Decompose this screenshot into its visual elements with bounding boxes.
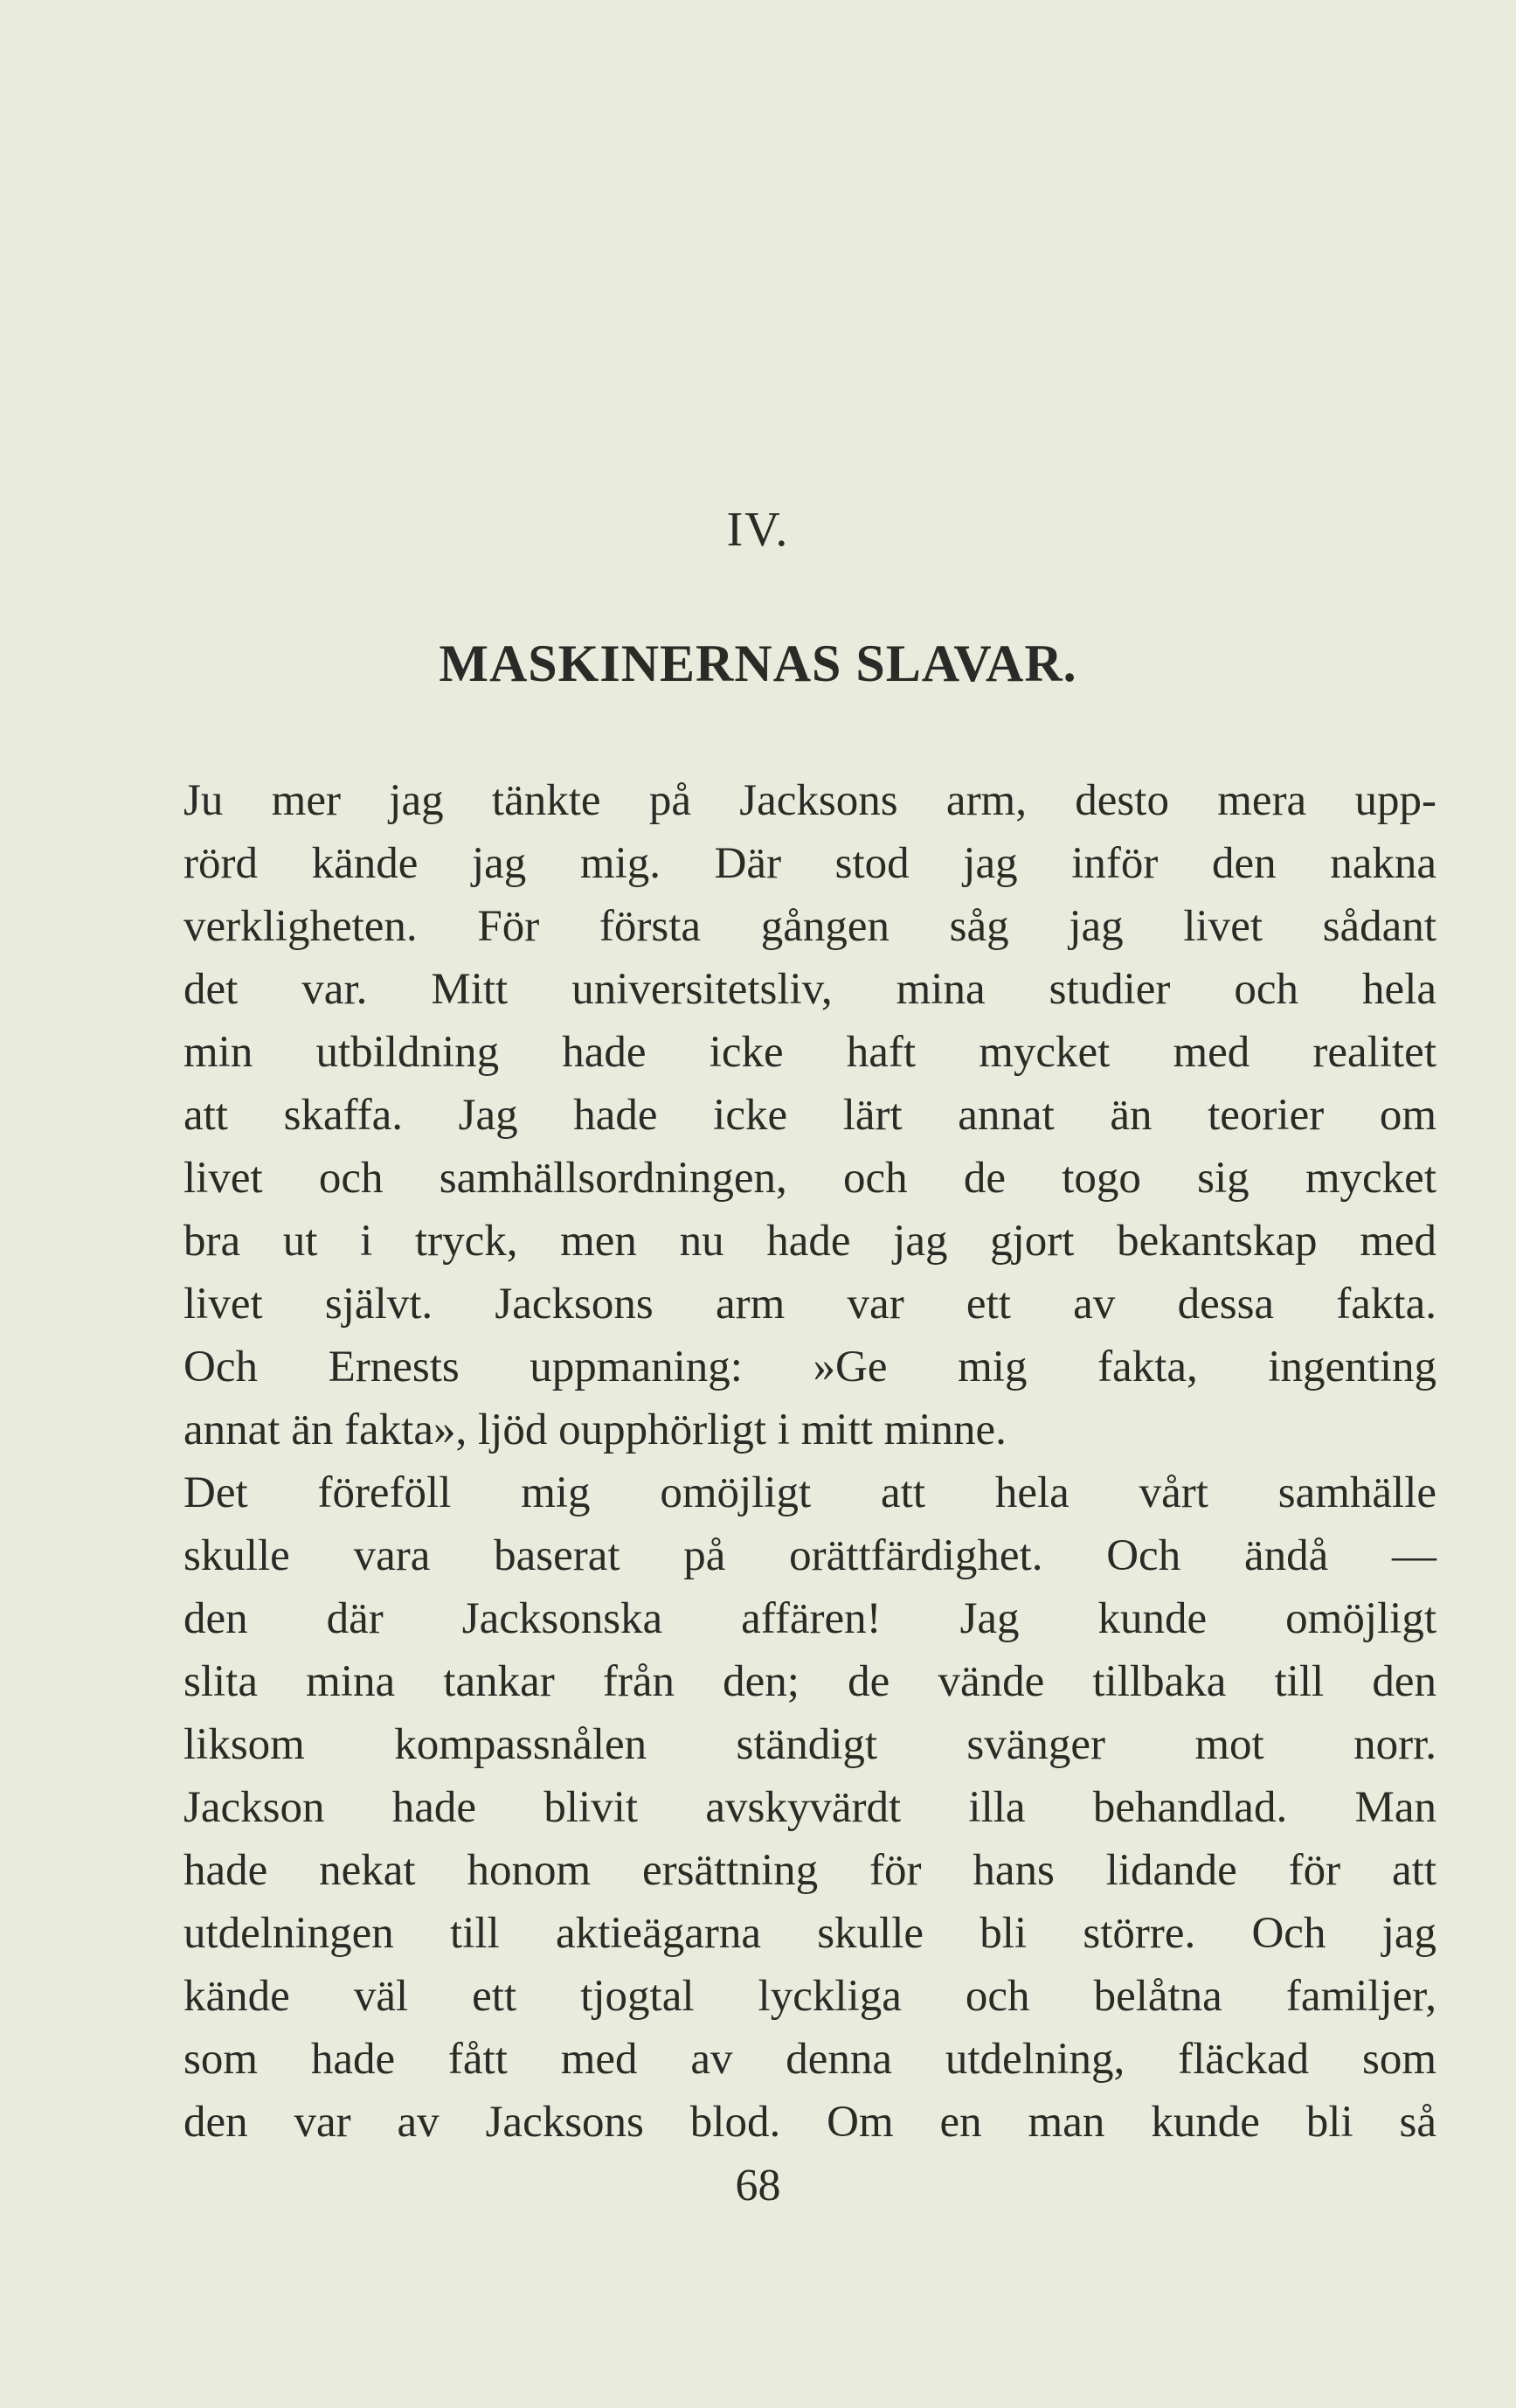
text-line: Det föreföll mig omöjligt att hela vårt samhälle [183, 1468, 1436, 1517]
text-line: verkligheten. För första gången såg jag livet sådant [183, 902, 1436, 951]
text-line: som hade fått med av denna utdelning, fläckad som [183, 2035, 1436, 2084]
text-line: hade nekat honom ersättning för hans lidande för att [183, 1846, 1436, 1895]
text-line: skulle vara baserat på orättfärdighet. Och ändå — [183, 1531, 1436, 1580]
text-line: Jackson hade blivit avskyvärdt illa behandlad. Man [183, 1783, 1436, 1832]
text-line: slita mina tankar från den; de vände tillbaka till den [183, 1657, 1436, 1706]
text-line: rörd kände jag mig. Där stod jag inför den nakna [183, 839, 1436, 888]
text-line: det var. Mitt universitetsliv, mina studier och hela [183, 965, 1436, 1014]
paragraph-1 [183, 769, 1436, 1461]
text-line: utdelningen till aktieägarna skulle bli större. Och jag [183, 1909, 1436, 1958]
text-line: den där Jacksonska affären! Jag kunde omöjligt [183, 1594, 1436, 1643]
paragraph-2 [183, 1461, 1436, 2154]
text-line: Och Ernests uppmaning: »Ge mig fakta, ingenting [183, 1343, 1436, 1391]
text-line: livet självt. Jacksons arm var ett av dessa fakta. [183, 1280, 1436, 1329]
text-line: att skaffa. Jag hade icke lärt annat än teorier om [183, 1091, 1436, 1140]
text-line: bra ut i tryck, men nu hade jag gjort bekantskap med [183, 1217, 1436, 1266]
page-number: 68 [735, 2161, 781, 2210]
text-line: min utbildning hade icke haft mycket med realitet [183, 1028, 1436, 1077]
text-line: den var av Jacksons blod. Om en man kunde bli så [183, 2098, 1436, 2147]
text-line: Ju mer jag tänkte på Jacksons arm, desto mera upp- [183, 776, 1436, 825]
text-line: livet och samhällsordningen, och de togo sig mycket [183, 1154, 1436, 1203]
text-line: liksom kompassnålen ständigt svänger mot norr. [183, 1720, 1436, 1769]
text-line: kände väl ett tjogtal lyckliga och belåtna familjer, [183, 1972, 1436, 2021]
chapter-title: MASKINERNAS SLAVAR. [439, 635, 1077, 692]
text-line: annat än fakta», ljöd oupphörligt i mitt minne. [183, 1405, 1007, 1454]
chapter-number: IV. [726, 503, 790, 557]
body-text [183, 769, 1436, 2154]
